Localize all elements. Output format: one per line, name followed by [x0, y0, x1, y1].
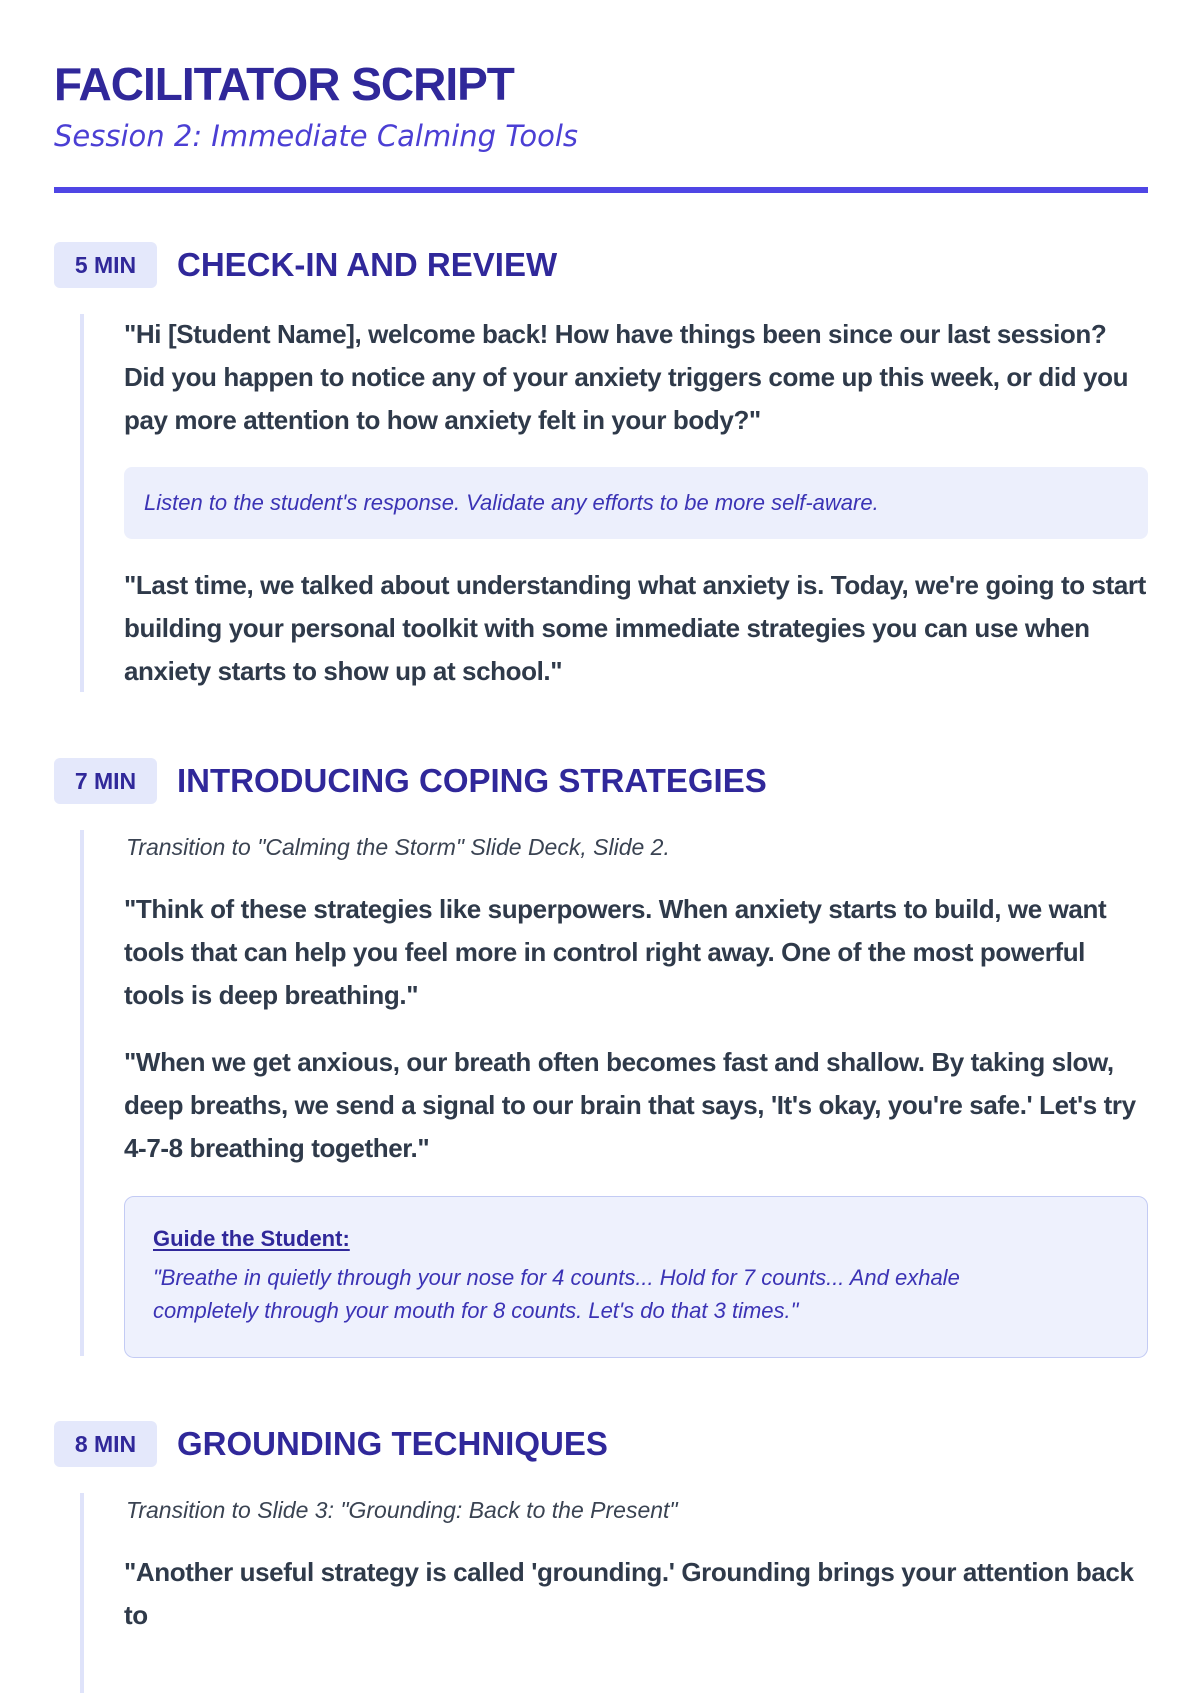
script-line: "When we get anxious, our breath often becomes fast and shallow. By taking slow, deep breaths, we send a signal to our brain that says, 'It's okay, you're safe.' Let's try 4-7-8 breathing together." [124, 1047, 1136, 1163]
guide-student-box [124, 1196, 1148, 1358]
section-title: INTRODUCING COPING STRATEGIES [177, 762, 767, 799]
script-line: "Another useful strategy is called 'grounding.' Grounding brings your attention back to [124, 1557, 1134, 1630]
script-line: "Think of these strategies like superpowers. When anxiety starts to build, we want tools that can help you feel more in control right away. One of the most powerful tools is deep breathing." [124, 894, 1107, 1010]
time-badge: 7 MIN [54, 758, 157, 804]
stage-direction: Transition to "Calming the Storm" Slide Deck, Slide 2. [126, 834, 670, 860]
page-subtitle: Session 2: Immediate Calming Tools [54, 119, 579, 153]
script-line: "Hi [Student Name], welcome back! How have things been since our last session? Did you happen to notice any of your anxiety triggers come up this week, or did you pay more attention to how anxiety felt in your body?" [124, 319, 1129, 435]
stage-direction: Transition to Slide 3: "Grounding: Back to the Present" [126, 1497, 678, 1523]
facilitator-note-text: Listen to the student's response. Validate any efforts to be more self-aware. [144, 490, 879, 515]
guide-text: "Breathe in quietly through your nose for 4 counts... Hold for 7 counts... And exhale completely through your mouth for 8 counts. Let's do that 3 times." [153, 1265, 960, 1323]
header-divider [54, 187, 1148, 193]
section-header [54, 242, 1148, 288]
section-rail [80, 314, 84, 692]
section-rail [80, 830, 84, 1356]
section-title: GROUNDING TECHNIQUES [177, 1425, 608, 1462]
section-header [54, 1421, 1148, 1467]
section-title: CHECK-IN AND REVIEW [177, 246, 558, 283]
section-header [54, 758, 1148, 804]
time-badge: 8 MIN [54, 1421, 157, 1467]
page-title: FACILITATOR SCRIPT [54, 58, 514, 110]
facilitator-note [124, 467, 1148, 539]
guide-label: Guide the Student: [153, 1226, 350, 1251]
section-rail [80, 1493, 84, 1693]
script-line: "Last time, we talked about understanding what anxiety is. Today, we're going to start building your personal toolkit with some immediate strategies you can use when anxiety starts to show up at school." [124, 570, 1146, 686]
time-badge: 5 MIN [54, 242, 157, 288]
